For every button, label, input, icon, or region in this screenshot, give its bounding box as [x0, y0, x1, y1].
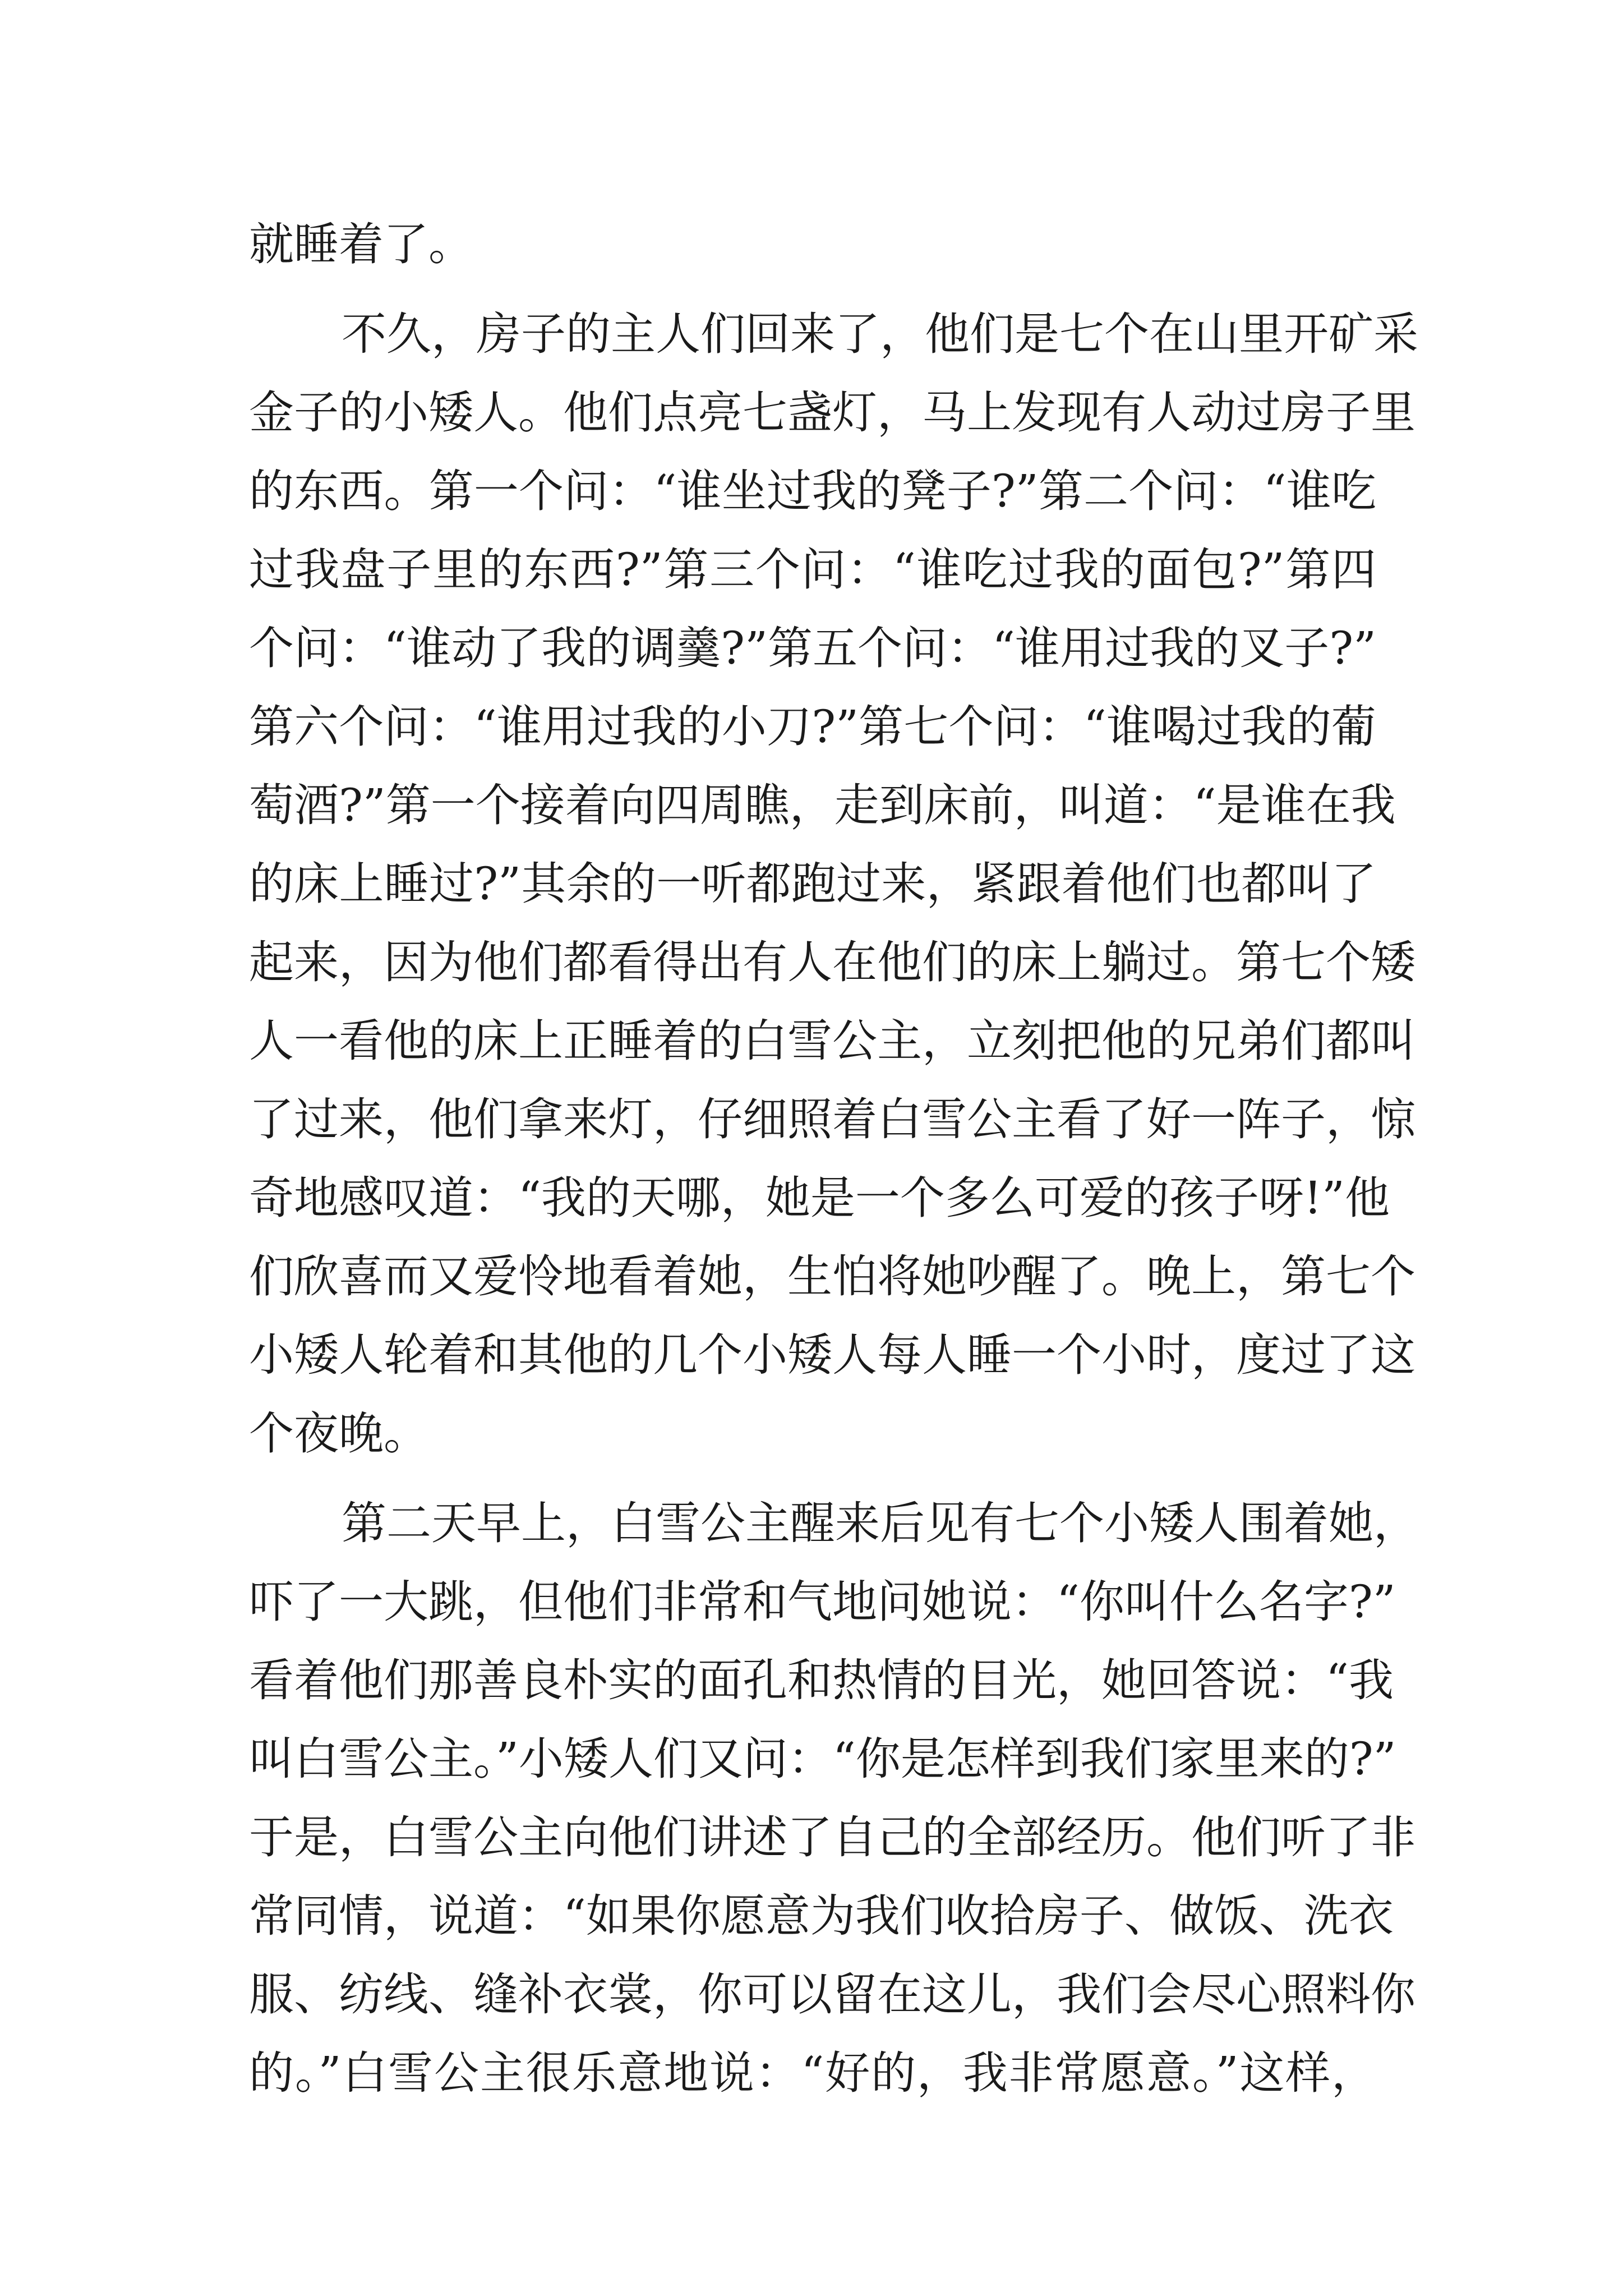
text-line: 个问：“谁动了我的调羹?”第五个问：“谁用过我的叉子?” [249, 622, 1376, 674]
text-line: 起来，因为他们都看得出有人在他们的床上躺过。第七个矮 [249, 936, 1415, 988]
text-line: 第二天早上，白雪公主醒来后见有七个小矮人围着她， [342, 1497, 1418, 1549]
text-line: 了过来，他们拿来灯，仔细照着白雪公主看了好一阵子，惊 [249, 1093, 1415, 1145]
paragraph [249, 1484, 1418, 2113]
text-line: 服、纺线、缝补衣裳，你可以留在这儿，我们会尽心照料你 [249, 1968, 1415, 2021]
text-line: 人一看他的床上正睡着的白雪公主，立刻把他的兄弟们都叫 [249, 1015, 1415, 1067]
text-line: 不久，房子的主人们回来了，他们是七个在山里开矿采 [342, 308, 1418, 360]
text-line: 看着他们那善良朴实的面孔和热情的目光，她回答说：“我 [249, 1654, 1394, 1706]
text-line: 萄酒?”第一个接着向四周瞧，走到床前，叫道：“是谁在我 [249, 779, 1396, 831]
text-line: 们欣喜而又爱怜地看着她，生怕将她吵醒了。晚上，第七个 [249, 1250, 1415, 1303]
text-line: 就睡着了。 [249, 218, 473, 270]
text-line: 的东西。第一个问：“谁坐过我的凳子?”第二个问：“谁吃 [249, 465, 1376, 517]
text-line: 金子的小矮人。他们点亮七盏灯，马上发现有人动过房子里 [249, 386, 1415, 439]
paragraph-gap [249, 1473, 1376, 1484]
text-line: 小矮人轮着和其他的几个小矮人每人睡一个小时，度过了这 [249, 1329, 1415, 1381]
text-line: 于是，白雪公主向他们讲述了自己的全部经历。他们听了非 [249, 1811, 1415, 1864]
text-line: 过我盘子里的东西?”第三个问：“谁吃过我的面包?”第四 [249, 544, 1376, 596]
text-line: 个夜晚。 [249, 1407, 428, 1460]
text-line: 的。”白雪公主很乐意地说：“好的，我非常愿意。”这样， [249, 2047, 1376, 2099]
text-line: 常同情，说道：“如果你愿意为我们收拾房子、做饭、洗衣 [249, 1890, 1394, 1942]
paragraph [249, 205, 1376, 284]
text-line: 的床上睡过?”其余的一听都跑过来，紧跟着他们也都叫了 [249, 858, 1376, 910]
paragraph [249, 295, 1418, 1473]
text-line: 叫白雪公主。”小矮人们又问：“你是怎样到我们家里来的?” [249, 1733, 1396, 1785]
text-line: 奇地感叹道：“我的天哪，她是一个多么可爱的孩子呀!”他 [249, 1172, 1390, 1224]
text-line: 第六个问：“谁用过我的小刀?”第七个问：“谁喝过我的葡 [249, 701, 1376, 753]
text-body [249, 205, 1418, 2113]
text-line: 吓了一大跳，但他们非常和气地问她说：“你叫什么名字?” [249, 1576, 1396, 1628]
paragraph-gap [249, 284, 1376, 295]
